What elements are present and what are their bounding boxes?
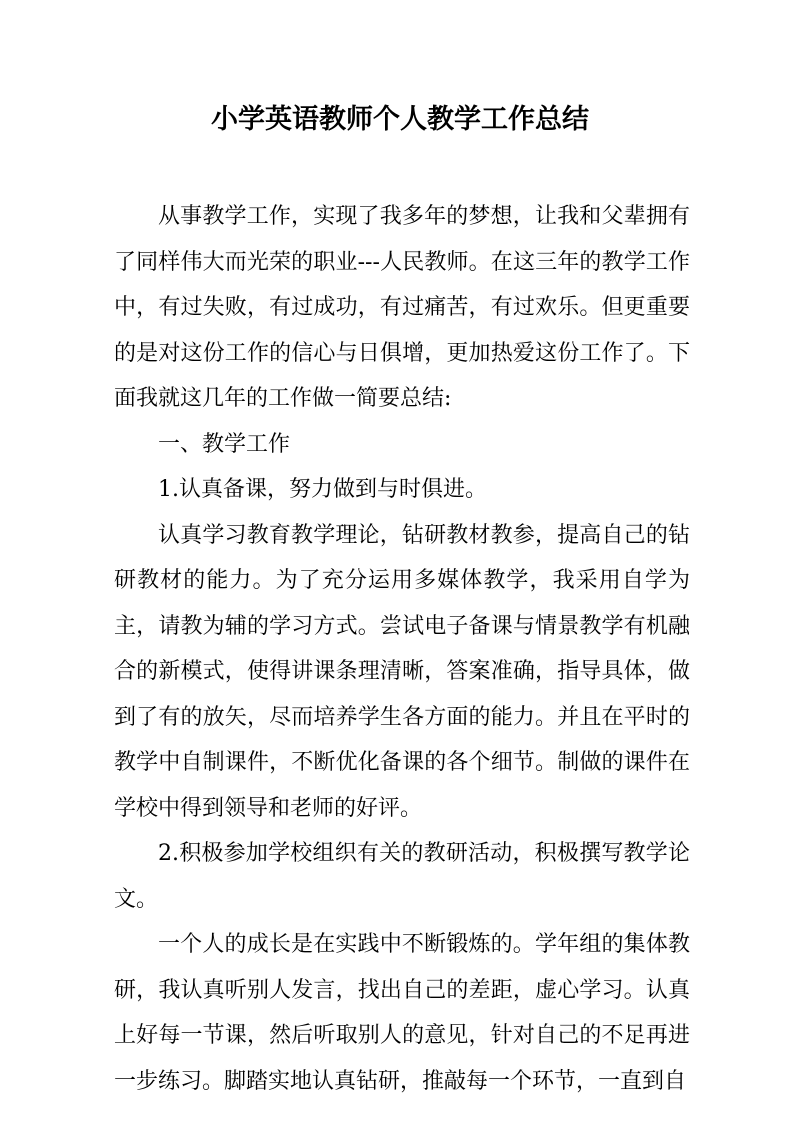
subheading-research-activities: 2.积极参加学校组织有关的教研活动，积极撰写教学论文。 [114,841,690,912]
document-title: 小学英语教师个人教学工作总结 [211,104,589,135]
paragraph-intro: 从事教学工作，实现了我多年的梦想，让我和父辈拥有了同样伟大而光荣的职业---人民教师。在这三年的教学工作中，有过失败，有过成功，有过痛苦，有过欢乐。但更重要的是对这份工作的信心与日俱增，更加热爱这份工作了。下面我就这几年的工作做一简要总结: [114,204,690,411]
paragraph-lesson-preparation: 认真学习教育教学理论，钻研教材教参，提高自己的钻研教材的能力。为了充分运用多媒体教学，我采用自学为主，请教为辅的学习方式。尝试电子备课与情景教学有机融合的新模式，使得讲课条理清晰，答案准确，指导具体，做到了有的放矢，尽而培养学生各方面的能力。并且在平时的教学中自制课件，不断优化备课的各个细节。制做的课件在学校中得到领导和老师的好评。 [114,522,690,821]
section-heading-teaching-work: 一、教学工作 [158,431,291,457]
document-body [114,194,690,1104]
subheading-lesson-preparation: 1.认真备课，努力做到与时俱进。 [158,477,487,502]
paragraph-research-activities: 一个人的成长是在实践中不断锻炼的。学年组的集体教研，我认真听别人发言，找出自己的差距，虚心学习。认真上好每一节课，然后听取别人的意见，针对自己的不足再进一步练习。脚踏实地认真钻研，推敲每一个环节，一直到自 [114,932,690,1094]
